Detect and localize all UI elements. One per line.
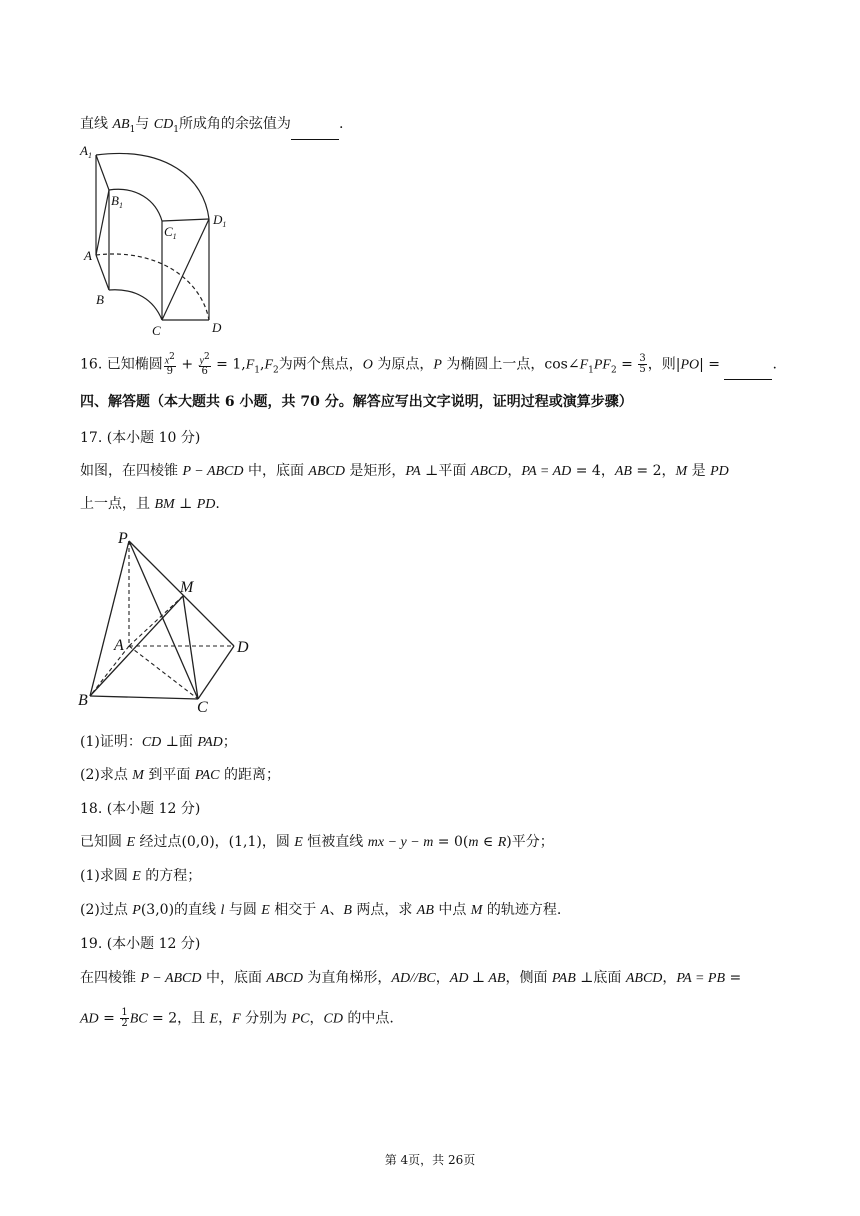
denominator: 9 <box>166 366 173 378</box>
superscript: 2 <box>204 352 210 362</box>
math: PAD <box>197 735 223 750</box>
fraction-1-2 <box>120 1008 128 1029</box>
math-po: PO <box>680 357 700 373</box>
edge-cd <box>198 646 234 699</box>
subscript: 1 <box>588 365 594 376</box>
section-heading: 四、解答题（本大题共 6 小题，共 70 分。解答应写出文字说明，证明过程或演算步骤） <box>80 394 633 410</box>
q17-line2 <box>80 494 220 515</box>
math: AD <box>80 1011 99 1027</box>
math-f2: F <box>264 357 274 373</box>
text: = <box>98 1010 120 1027</box>
math-p: P <box>593 357 603 373</box>
math: PC <box>291 1011 310 1027</box>
text: 在四棱锥 <box>80 970 141 986</box>
math: PA = PB <box>676 971 726 986</box>
math: ABCD <box>266 971 303 986</box>
edge-pc <box>129 541 198 699</box>
label-c: C <box>197 699 208 716</box>
math: AD//BC <box>391 971 436 986</box>
denominator: 2 <box>121 1018 128 1029</box>
edge-c1d1 <box>162 219 209 221</box>
text: . <box>772 356 777 373</box>
text: 、 <box>329 902 344 918</box>
figure-pyramid <box>76 528 266 718</box>
text: = 2， <box>631 463 676 479</box>
text: 与圆 <box>224 902 262 918</box>
label-b: B <box>78 692 88 709</box>
text: . <box>338 116 344 132</box>
math: M <box>132 768 144 783</box>
q17-line1 <box>80 461 729 482</box>
math: PAB <box>551 971 576 986</box>
math: AB <box>416 903 434 918</box>
text: ， <box>309 1010 324 1027</box>
q18-part2 <box>80 900 561 921</box>
label-a1: $A_1$ <box>80 143 92 160</box>
math: E <box>209 1011 219 1027</box>
text: 已知圆 <box>80 834 127 850</box>
text: ， <box>507 463 522 479</box>
text: 中，底面 <box>201 970 267 986</box>
answer-blank <box>724 365 772 380</box>
text: 的距离； <box>219 767 280 783</box>
text: | = <box>699 356 725 373</box>
edge-ac-hidden <box>129 646 198 699</box>
label-d: D <box>237 639 249 656</box>
math: BC <box>129 1011 148 1027</box>
text: . <box>215 496 220 512</box>
math: PD <box>196 497 216 512</box>
text: 中，底面 <box>243 463 309 479</box>
text: , <box>260 356 265 373</box>
text: 经过点(0,0)，(1,1)，圆 <box>135 834 295 850</box>
fraction-y2-6 <box>199 352 211 377</box>
math: B <box>343 903 352 918</box>
page-footer: 第 4页，共 26页 <box>384 1153 476 1167</box>
text: = <box>725 970 742 986</box>
math-f2: F <box>602 357 611 373</box>
text: ，则| <box>647 356 681 373</box>
label-p: P <box>118 530 128 547</box>
math: M <box>675 464 688 479</box>
math: AB <box>614 464 632 479</box>
subscript: 1 <box>129 124 136 135</box>
q19-line2 <box>80 1008 394 1030</box>
top-outer-arc <box>96 153 209 219</box>
math: PAC <box>194 768 220 783</box>
text: 中点 <box>433 902 471 918</box>
text: (3,0)的直线 <box>140 902 221 918</box>
math: CD <box>141 735 162 750</box>
q17-part1 <box>80 732 237 753</box>
text: ⊥ <box>174 496 197 512</box>
math-f1: F <box>245 357 255 373</box>
math-p: P <box>433 357 442 373</box>
math-x: x <box>164 355 170 367</box>
label-b1: $B_1$ <box>111 193 123 210</box>
text: (1)证明： <box>80 734 142 750</box>
text: ⊥面 <box>161 734 198 750</box>
denominator: 5 <box>639 364 646 376</box>
text: 与 <box>135 116 154 132</box>
q15-tail-line <box>80 114 343 140</box>
q18-header: 18. (本小题 12 分) <box>80 801 201 817</box>
q17-header: 17. (本小题 10 分) <box>80 430 201 446</box>
text: (2)求点 <box>80 767 133 783</box>
q18-part1 <box>80 866 201 887</box>
text: 的中点. <box>342 1010 394 1027</box>
text: 如图，在四棱锥 <box>80 463 183 479</box>
text: (2)过点 <box>80 902 133 918</box>
q19-line1 <box>80 968 741 989</box>
math: PD <box>710 464 729 479</box>
text: ， <box>218 1010 233 1027</box>
numerator: 1 <box>121 1007 128 1018</box>
fraction-3-5 <box>638 354 646 375</box>
q19-header: 19. (本小题 12 分) <box>80 936 201 952</box>
edge-ab <box>96 255 109 290</box>
math: ABCD <box>625 971 663 986</box>
text: ， <box>435 970 450 986</box>
math-cd1: CD <box>153 117 174 132</box>
text: 为直角梯形， <box>302 970 392 986</box>
numerator: 3 <box>639 353 646 365</box>
fraction-x2-9 <box>164 352 176 377</box>
math: ABCD <box>470 464 508 479</box>
math: PA = AD <box>521 464 572 479</box>
math: ABCD <box>308 464 345 479</box>
math: M <box>470 903 483 918</box>
segment-ab1 <box>96 190 109 255</box>
math: P <box>132 903 141 918</box>
text: 直线 <box>80 116 113 132</box>
text: 恒被直线 <box>302 834 368 850</box>
label-a: A <box>114 637 124 654</box>
text: ，侧面 <box>505 970 552 986</box>
text: 为椭圆上一点，cos∠ <box>441 356 580 373</box>
math-ab1: AB <box>112 117 130 132</box>
text: 是 <box>687 463 711 479</box>
denominator: 6 <box>201 366 208 378</box>
math: l <box>220 903 225 918</box>
subscript: 1 <box>173 124 179 135</box>
subscript: 1 <box>254 365 261 376</box>
label-m: M <box>180 579 194 596</box>
math: PA <box>405 464 421 479</box>
text: (1)求圆 <box>80 868 133 884</box>
math-y: y <box>199 355 204 367</box>
text: ∈ <box>478 834 498 850</box>
math: E <box>261 903 270 918</box>
subscript: 2 <box>610 365 617 376</box>
text: = 1, <box>211 356 246 373</box>
math: BM <box>154 497 175 512</box>
math-o: O <box>362 357 373 373</box>
text: 是矩形， <box>344 463 406 479</box>
text: = 4， <box>571 463 615 479</box>
text: = 0( <box>433 834 469 850</box>
math: E <box>294 835 303 850</box>
answer-blank <box>291 125 339 140</box>
q16-line <box>80 352 777 380</box>
math: P − ABCD <box>182 464 244 479</box>
text: 为两个焦点， <box>278 356 363 373</box>
text: ⊥平面 <box>420 463 471 479</box>
math: mx − y − m <box>367 835 434 850</box>
text: 相交于 <box>269 902 321 918</box>
figure-curved-prism <box>76 138 236 338</box>
segment-mc <box>183 596 198 699</box>
label-d: D <box>212 320 222 335</box>
text: ； <box>222 734 237 750</box>
label-c1: $C_1$ <box>164 224 177 241</box>
text: + <box>176 356 198 373</box>
label-a: A <box>84 248 92 263</box>
superscript: 2 <box>169 352 175 362</box>
text: 两点，求 <box>351 902 417 918</box>
text: 16. 已知椭圆 <box>80 356 163 373</box>
text: 到平面 <box>143 767 195 783</box>
math: AD ⊥ AB <box>449 971 506 986</box>
math: CD <box>323 1011 343 1027</box>
q18-line1 <box>80 832 554 853</box>
subscript: 2 <box>273 365 279 376</box>
q17-part2 <box>80 765 280 786</box>
math: A <box>320 903 330 918</box>
label-c: C <box>152 323 161 338</box>
label-d1: $D_1$ <box>213 212 227 229</box>
text: 所成角的余弦值为 <box>178 116 291 132</box>
text: 的轨迹方程. <box>482 902 562 918</box>
text: 分别为 <box>240 1010 292 1027</box>
math: R <box>497 835 507 850</box>
text: 上一点，且 <box>80 496 155 512</box>
math-f1: F <box>579 357 589 373</box>
text: 的方程； <box>140 868 202 884</box>
math: E <box>126 835 136 850</box>
bottom-outer-arc-hidden <box>96 254 209 320</box>
math: E <box>132 869 141 884</box>
edge-pb <box>90 541 129 696</box>
math: m <box>468 835 479 850</box>
math: F <box>232 1011 241 1027</box>
text: 为原点， <box>372 356 434 373</box>
label-b: B <box>96 292 104 307</box>
text: = 2，且 <box>147 1010 210 1027</box>
edge-bc <box>90 696 198 699</box>
text: ， <box>662 970 677 986</box>
text: = <box>616 356 638 373</box>
bottom-inner-arc <box>109 290 162 320</box>
edge-a1b1 <box>96 155 109 190</box>
math: P − ABCD <box>140 971 202 986</box>
text: )平分； <box>506 834 554 850</box>
text: ⊥底面 <box>575 970 626 986</box>
